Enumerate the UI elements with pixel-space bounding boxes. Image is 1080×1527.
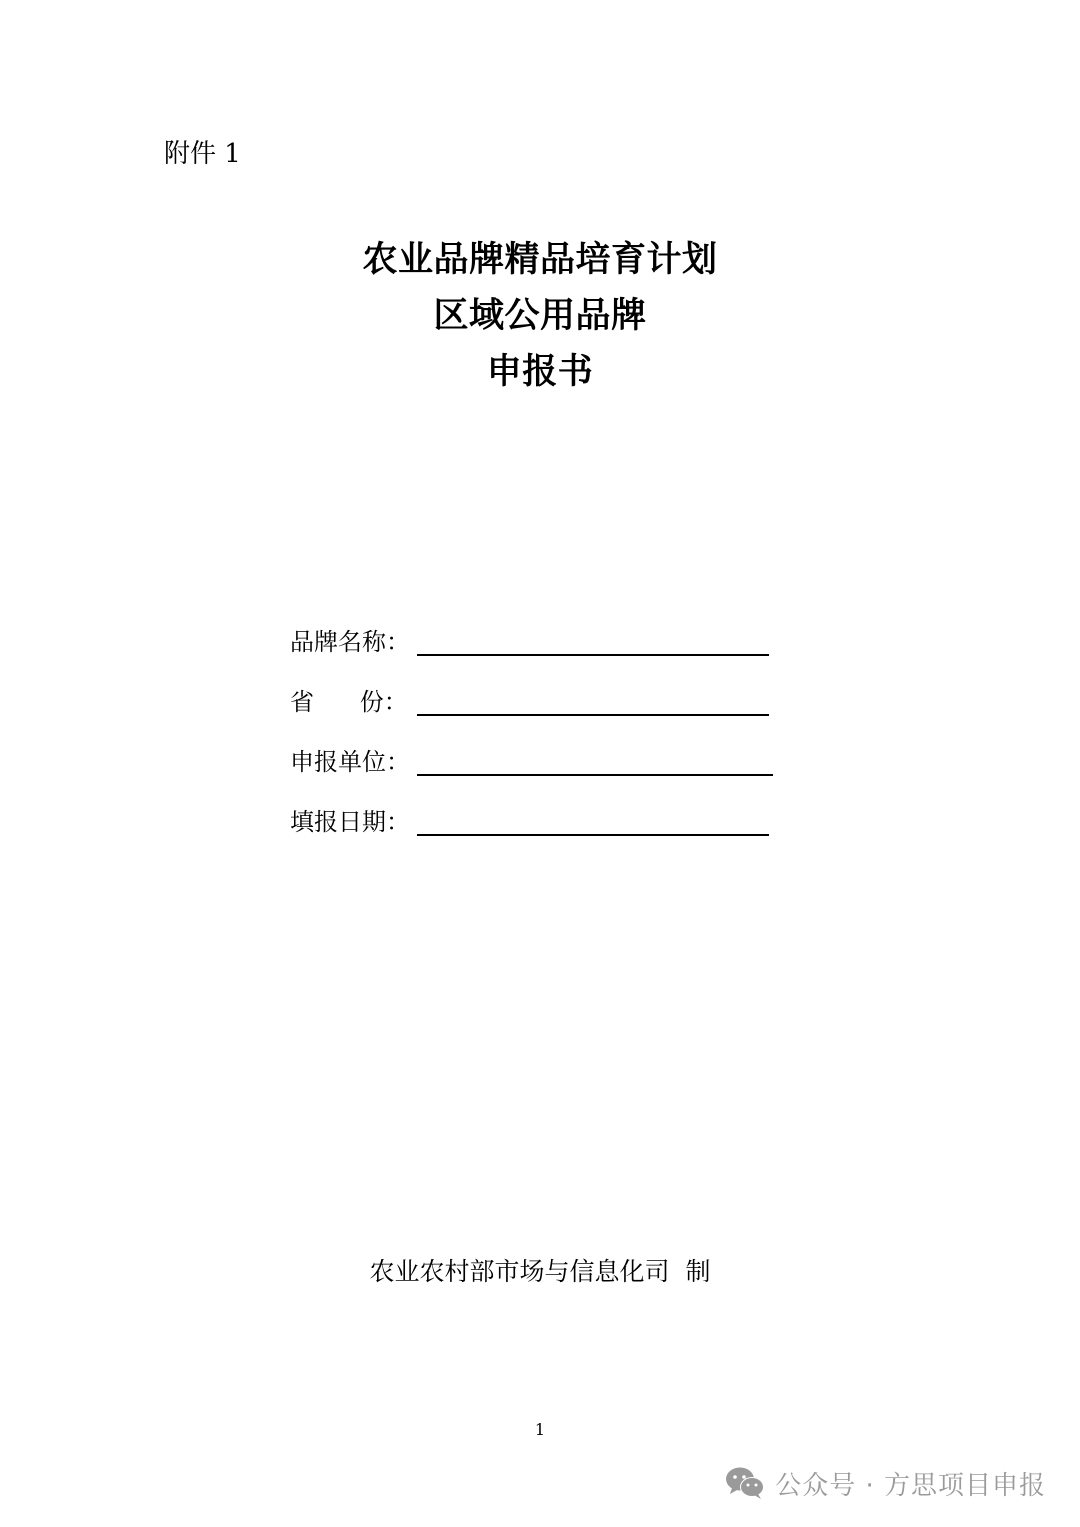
title-line-2: 区域公用品牌 — [433, 295, 647, 336]
applicant-unit-label: 申报单位： — [290, 748, 410, 776]
form-row-province — [290, 682, 790, 722]
page-number: 1 — [534, 1420, 546, 1439]
watermark — [725, 1463, 1046, 1503]
title-line-3: 申报书 — [486, 351, 594, 392]
attachment-label: 附件 1 — [164, 139, 241, 169]
brand-name-field[interactable] — [417, 654, 769, 656]
issuer-text: 农业农村部市场与信息化司 制 — [369, 1257, 711, 1286]
form-row-applicant-unit — [290, 742, 790, 782]
province-label: 省 份： — [290, 688, 408, 716]
fill-date-label: 填报日期： — [290, 808, 410, 836]
fill-date-field[interactable] — [417, 834, 769, 836]
title-line-1: 农业品牌精品培育计划 — [362, 239, 718, 280]
applicant-unit-field[interactable] — [417, 774, 773, 776]
province-field[interactable] — [417, 714, 769, 716]
document-title — [0, 232, 1080, 400]
brand-name-label: 品牌名称： — [290, 628, 410, 656]
form-row-fill-date — [290, 802, 790, 842]
watermark-text: 公众号 · 方思项目申报 — [775, 1470, 1046, 1501]
form-row-brand-name — [290, 622, 790, 662]
wechat-icon — [725, 1466, 765, 1500]
